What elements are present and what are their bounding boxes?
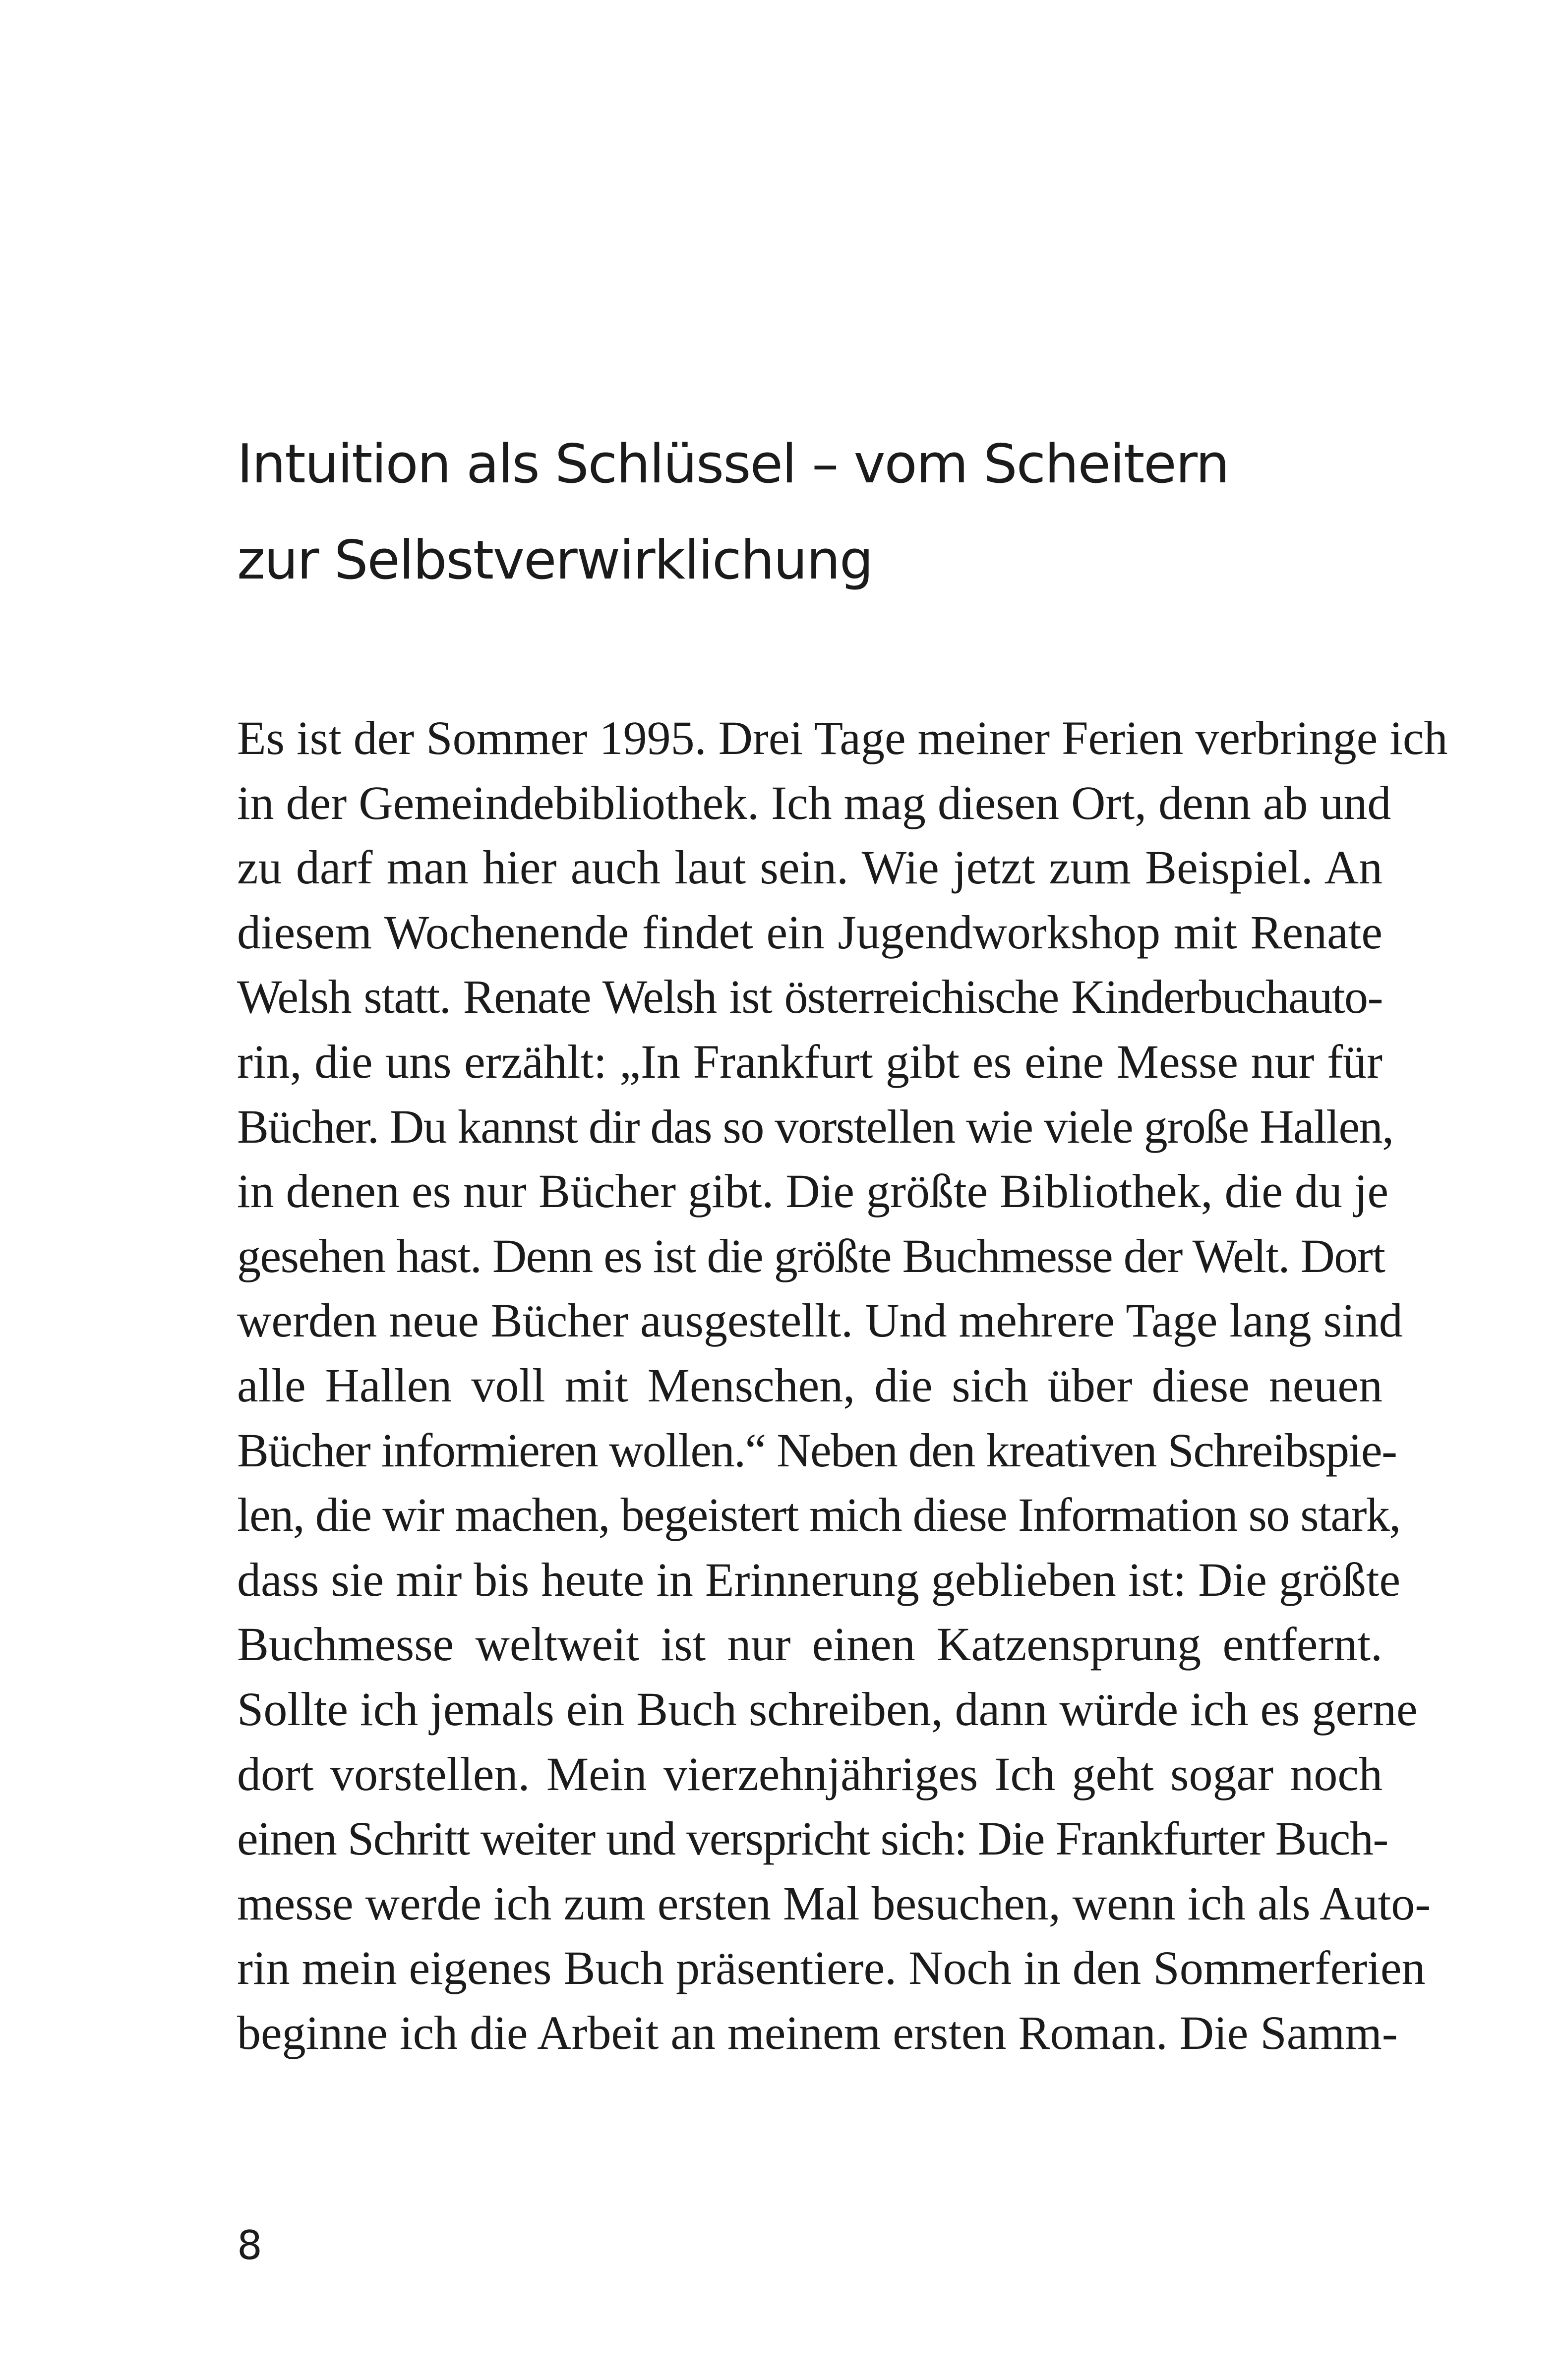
chapter-title-line-2: zur Selbstverwirklichung [237,529,873,591]
body-line: einen Schritt weiter und verspricht sich: Die Frankfurter Buch- [237,1812,1388,1865]
body-line: in der Gemeindebibliothek. Ich mag diesen Ort, denn ab und [237,776,1391,829]
body-line: Bücher. Du kannst dir das so vorstellen wie viele große Hallen, [237,1100,1393,1153]
body-line: diesem Wochenende findet ein Jugendworkshop mit Renate [237,905,1383,959]
body-line: dort vorstellen. Mein vierzehnjähriges Ich geht sogar noch [237,1747,1383,1800]
body-paragraph [237,706,1448,2065]
body-line: Es ist der Sommer 1995. Drei Tage meiner Ferien verbringe ich [237,711,1448,764]
chapter-title [237,416,1378,609]
body-line: gesehen hast. Denn es ist die größte Buchmesse der Welt. Dort [237,1229,1385,1282]
body-line: in denen es nur Bücher gibt. Die größte Bibliothek, die du je [237,1164,1389,1218]
body-line: Buchmesse weltweit ist nur einen Katzensprung entfernt. [237,1618,1383,1671]
body-line: werden neue Bücher ausgestellt. Und mehrere Tage lang sind [237,1294,1403,1347]
body-line: rin mein eigenes Buch präsentiere. Noch in den Sommerferien [237,1941,1426,1995]
body-line: alle Hallen voll mit Menschen, die sich über diese neuen [237,1358,1383,1412]
body-line: dass sie mir bis heute in Erinnerung geblieben ist: Die größte [237,1553,1401,1606]
body-line: rin, die uns erzählt: „In Frankfurt gibt es eine Messe nur für [237,1035,1383,1088]
body-line: messe werde ich zum ersten Mal besuchen, wenn ich als Auto- [237,1876,1431,1930]
page-number: 8 [237,2222,262,2268]
body-line: len, die wir machen, begeistert mich diese Information so stark, [237,1488,1400,1542]
body-line: Bücher informieren wollen.“ Neben den kreativen Schreibspie- [237,1423,1397,1477]
body-line: zu darf man hier auch laut sein. Wie jetzt zum Beispiel. An [237,841,1383,894]
chapter-title-line-1: Intuition als Schlüssel – vom Scheitern [237,433,1229,495]
body-line: Sollte ich jemals ein Buch schreiben, dann würde ich es gerne [237,1682,1418,1736]
body-line: beginne ich die Arbeit an meinem ersten Roman. Die Samm- [237,2006,1398,2059]
body-line: Welsh statt. Renate Welsh ist österreichische Kinderbuchauto- [237,970,1383,1024]
